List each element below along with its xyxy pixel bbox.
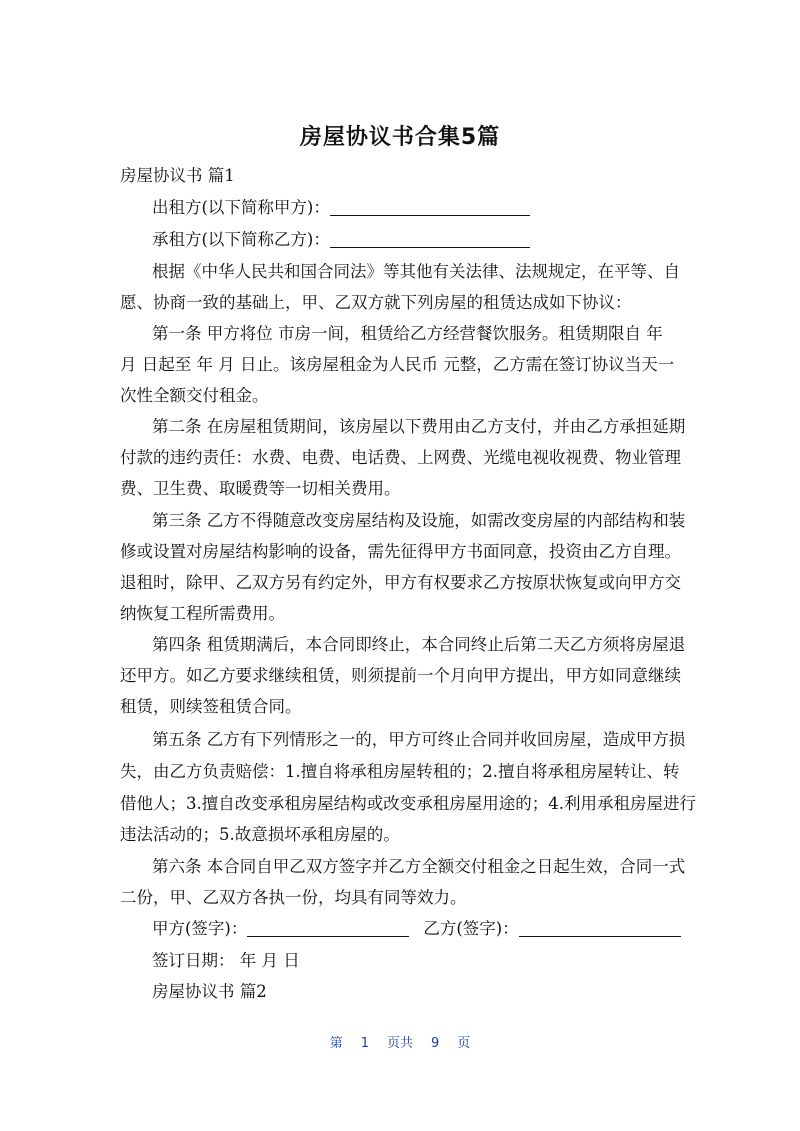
intro-line-2: 愿、协商一致的基础上，甲、乙双方就下列房屋的租赁达成如下协议： (120, 293, 632, 312)
page-footer (0, 1032, 800, 1051)
article4-line-1: 第四条 租赁期满后，本合同即终止，本合同终止后第二天乙方须将房屋退 (152, 635, 686, 654)
article3-line-1: 第三条 乙方不得随意改变房屋结构及设施，如需改变房屋的内部结构和装 (152, 511, 686, 530)
footer-total-pages: 9 (431, 1036, 440, 1051)
signature-line (152, 913, 680, 945)
sign-date-line: 签订日期： 年 月 日 (152, 951, 300, 970)
lessor-label: 出租方(以下简称甲方)： (152, 198, 330, 217)
article1-line-3: 次性全额交付租金。 (120, 386, 269, 405)
article5-line-3: 借他人；3.擅自改变承租房屋结构或改变承租房屋用途的；4.利用承租房屋进行 (120, 794, 696, 813)
article3-line-4: 纳恢复工程所需费用。 (120, 604, 285, 623)
lessor-line (152, 192, 680, 224)
lessee-blank (330, 229, 530, 248)
section-heading-1: 房屋协议书 篇1 (120, 166, 235, 185)
party-a-sign-label: 甲方(签字)： (152, 919, 248, 938)
article2-line-1: 第二条 在房屋租赁期间，该房屋以下费用由乙方支付，并由乙方承担延期 (152, 417, 686, 436)
article5-line-4: 违法活动的；5.故意损坏承租房屋的。 (120, 825, 400, 844)
article5-line-1: 第五条 乙方有下列情形之一的，甲方可终止合同并收回房屋，造成甲方损 (152, 730, 686, 749)
footer-prefix: 第 (329, 1036, 343, 1051)
document-title: 房屋协议书合集5篇 (299, 125, 501, 150)
article1-line-1: 第一条 甲方将位 市房一间，租赁给乙方经营餐饮服务。租赁期限自 年 (152, 324, 663, 343)
article4-line-2: 还甲方。如乙方要求继续租赁，则须提前一个月向甲方提出，甲方如同意继续 (120, 666, 681, 685)
article1-line-2: 月 日起至 年 月 日止。该房屋租金为人民币 元整，乙方需在签订协议当天一 (120, 355, 675, 374)
article6-line-1: 第六条 本合同自甲乙双方签字并乙方全额交付租金之日起生效，合同一式 (152, 857, 686, 876)
lessee-label: 承租方(以下简称乙方)： (152, 230, 330, 249)
article5-line-2: 失，由乙方负责赔偿：1.擅自将承租房屋转租的；2.擅自将承租房屋转让、转 (120, 762, 680, 781)
article3-line-3: 退租时，除甲、乙双方另有约定外，甲方有权要求乙方按原状恢复或向甲方交 (120, 573, 681, 592)
party-a-sign-blank (247, 918, 409, 937)
footer-suffix: 页 (457, 1036, 471, 1051)
article6-line-2: 二份，甲、乙双方各执一份，均具有同等效力。 (120, 888, 467, 907)
footer-current-page: 1 (360, 1036, 369, 1051)
article2-line-2: 付款的违约责任：水费、电费、电话费、上网费、光缆电视收视费、物业管理 (120, 448, 681, 467)
footer-mid: 页共 (386, 1036, 413, 1051)
section-heading-2: 房屋协议书 篇2 (152, 982, 267, 1001)
party-b-sign-label: 乙方(签字)： (423, 919, 519, 938)
lessee-line (152, 224, 680, 256)
article4-line-3: 租赁，则续签租赁合同。 (120, 697, 302, 716)
party-b-sign-blank (519, 918, 681, 937)
article3-line-2: 修或设置对房屋结构影响的设备，需先征得甲方书面同意，投资由乙方自理。 (120, 542, 681, 561)
lessor-blank (330, 197, 530, 216)
intro-line-1: 根据《中华人民共和国合同法》等其他有关法律、法规规定，在平等、自 (152, 262, 680, 281)
article2-line-3: 费、卫生费、取暖费等一切相关费用。 (120, 479, 401, 498)
